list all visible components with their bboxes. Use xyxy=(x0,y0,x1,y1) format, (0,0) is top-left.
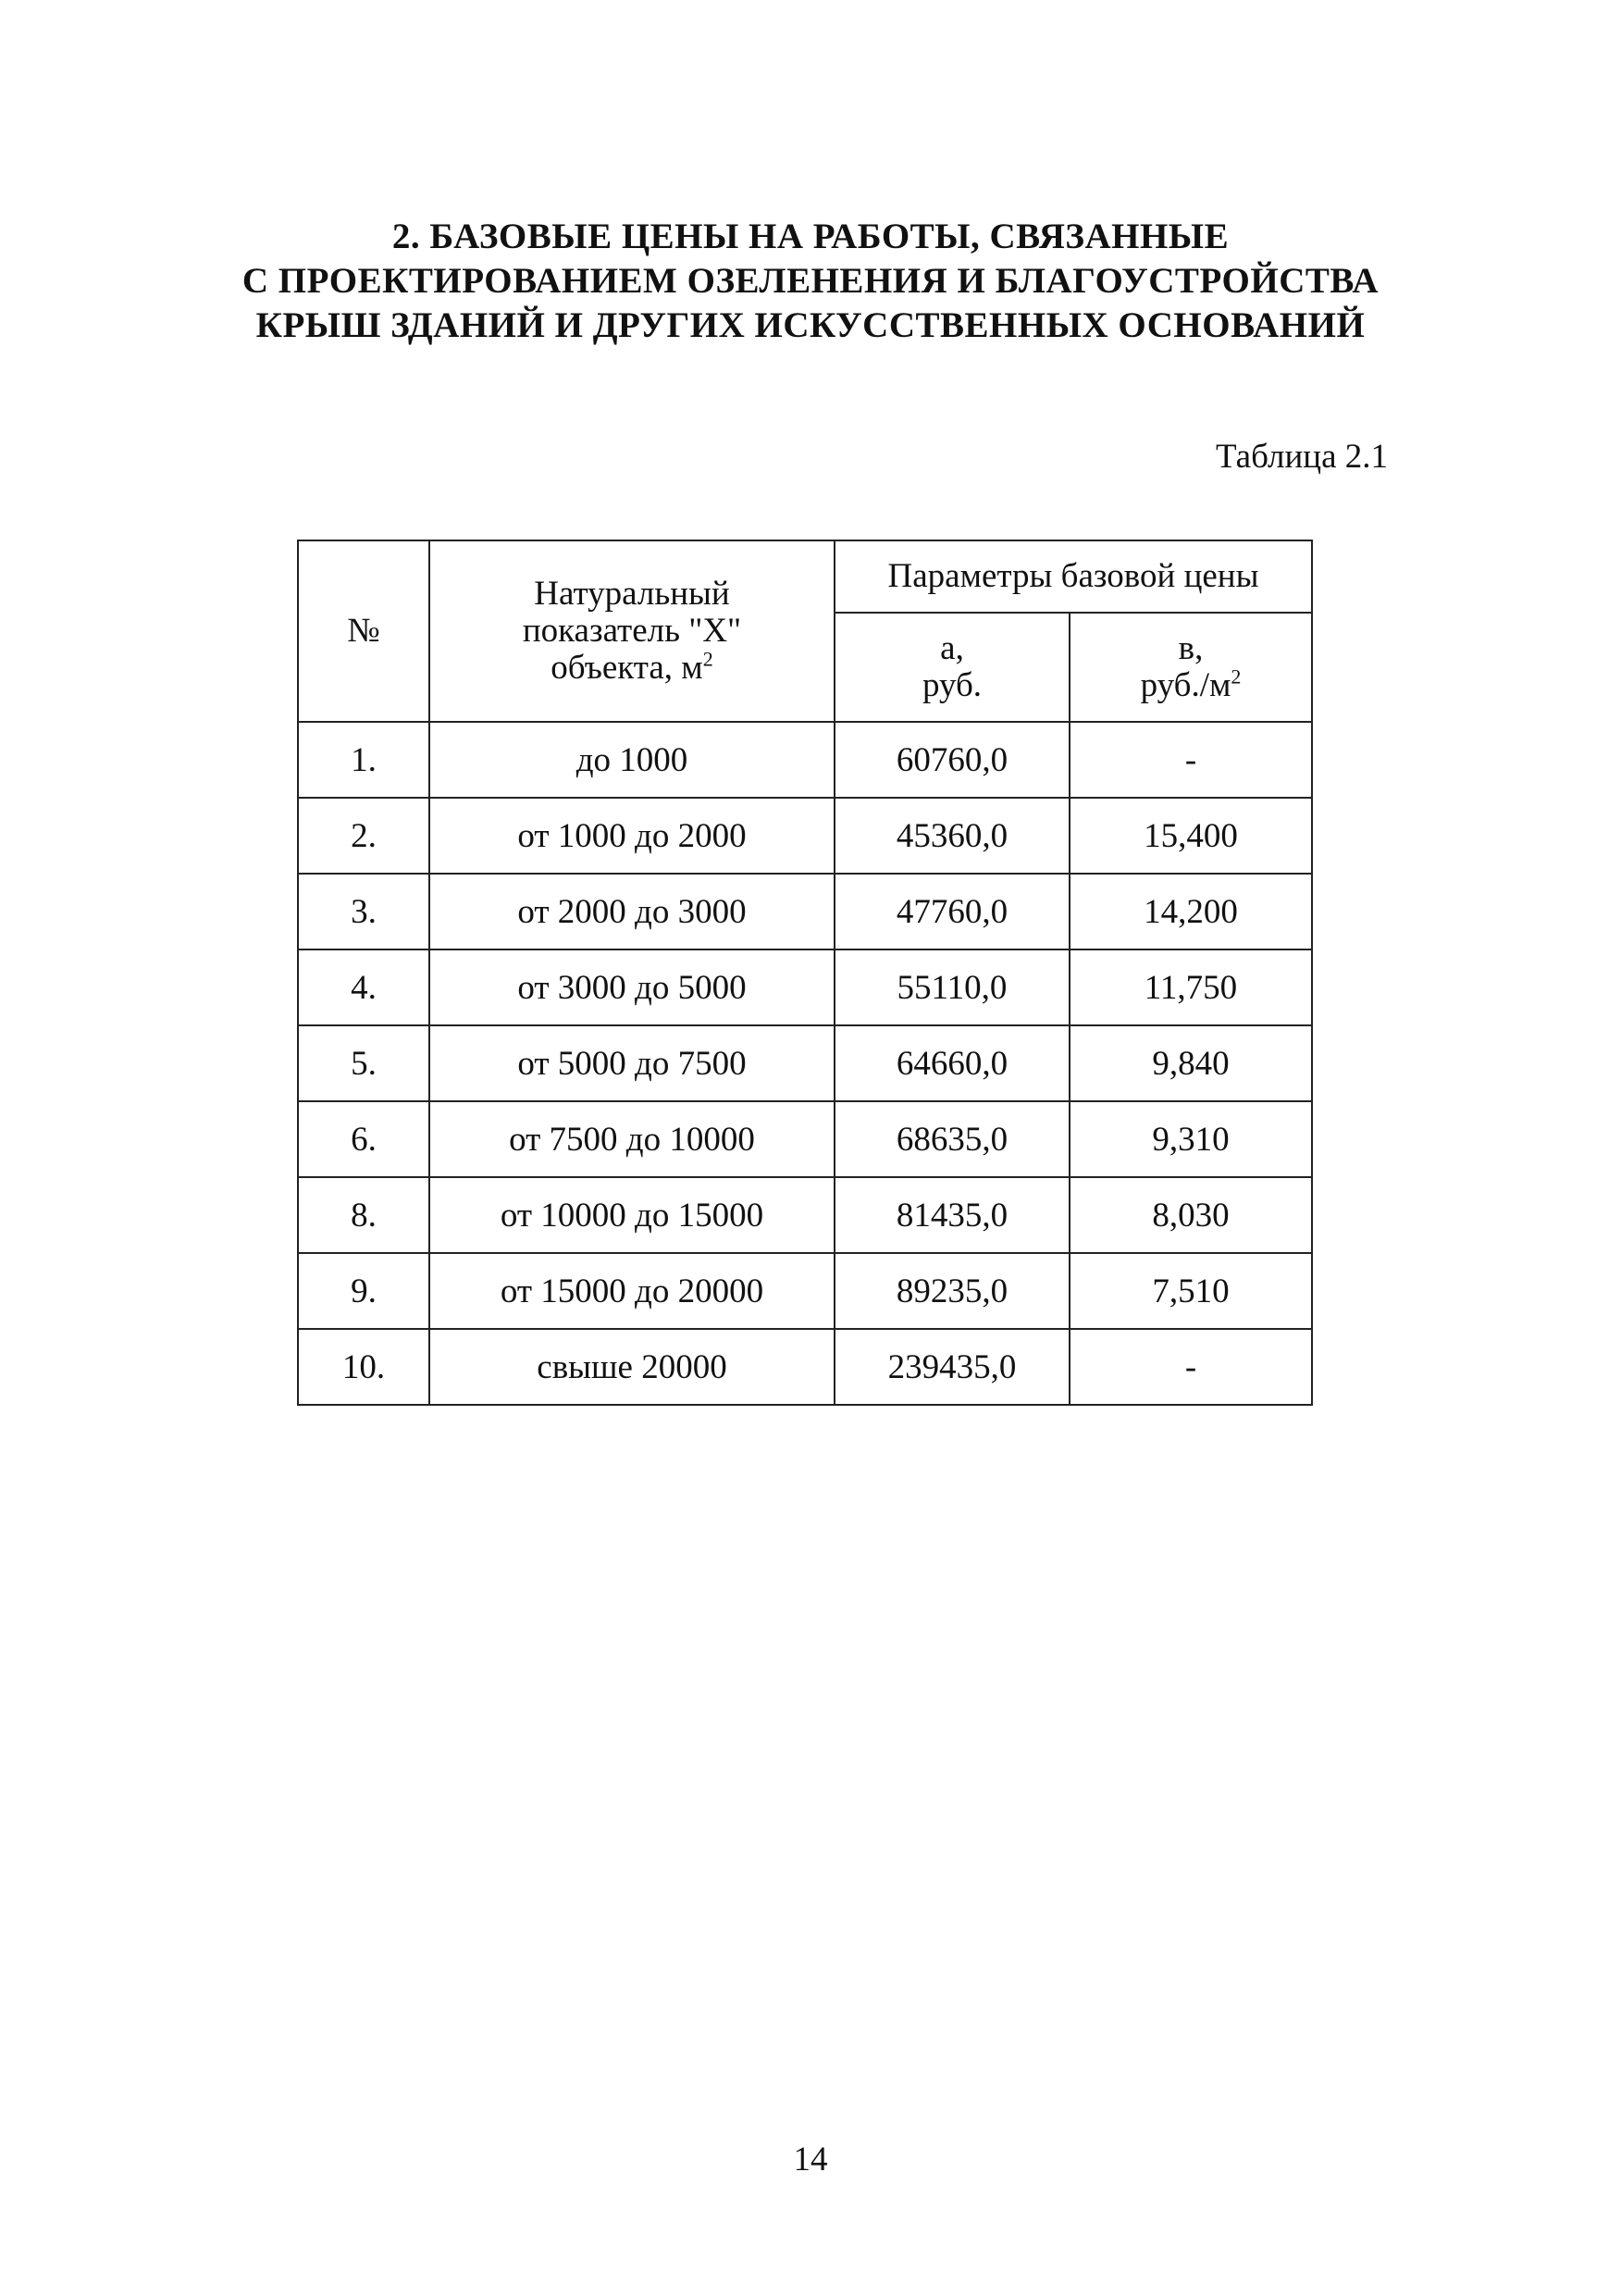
cell-b: 14,200 xyxy=(1070,874,1312,949)
cell-range: от 2000 до 3000 xyxy=(429,874,835,949)
cell-b: 15,400 xyxy=(1070,798,1312,874)
table-row xyxy=(298,1101,1312,1177)
cell-a: 45360,0 xyxy=(835,798,1070,874)
cell-range: от 10000 до 15000 xyxy=(429,1177,835,1253)
table-row xyxy=(298,1025,1312,1101)
section-heading xyxy=(0,215,1621,348)
cell-b: 9,840 xyxy=(1070,1025,1312,1101)
cell-num: 5. xyxy=(298,1025,429,1101)
cell-range: до 1000 xyxy=(429,722,835,798)
table-row xyxy=(298,1329,1312,1405)
cell-num: 8. xyxy=(298,1177,429,1253)
cell-b: - xyxy=(1070,1329,1312,1405)
table-row xyxy=(298,722,1312,798)
cell-b: 9,310 xyxy=(1070,1101,1312,1177)
header-indicator-line-1: Натуральный xyxy=(534,575,730,613)
cell-a: 239435,0 xyxy=(835,1329,1070,1405)
table-row xyxy=(298,1253,1312,1329)
header-a xyxy=(835,613,1070,722)
cell-num: 2. xyxy=(298,798,429,874)
table-label: Таблица 2.1 xyxy=(1216,438,1388,476)
cell-a: 89235,0 xyxy=(835,1253,1070,1329)
cell-num: 3. xyxy=(298,874,429,949)
header-a-line-1: а, xyxy=(940,629,964,667)
cell-range: от 3000 до 5000 xyxy=(429,949,835,1025)
cell-range: от 5000 до 7500 xyxy=(429,1025,835,1101)
header-indicator-line-3 xyxy=(430,647,834,687)
header-a-line-2: руб. xyxy=(922,666,983,704)
heading-line-2: С ПРОЕКТИРОВАНИЕМ ОЗЕЛЕНЕНИЯ И БЛАГОУСТРОЙСТВА xyxy=(241,261,1380,301)
header-num xyxy=(298,540,429,722)
cell-b: - xyxy=(1070,722,1312,798)
cell-num: 6. xyxy=(298,1101,429,1177)
cell-b: 8,030 xyxy=(1070,1177,1312,1253)
cell-a: 81435,0 xyxy=(835,1177,1070,1253)
header-params-label: Параметры базовой цены xyxy=(887,557,1259,595)
cell-range: от 7500 до 10000 xyxy=(429,1101,835,1177)
header-indicator-unit: объекта, м xyxy=(551,649,703,687)
page-number: 14 xyxy=(793,2141,828,2178)
table-row xyxy=(298,949,1312,1025)
header-params xyxy=(835,540,1312,613)
base-price-table xyxy=(297,540,1313,1406)
cell-b: 11,750 xyxy=(1070,949,1312,1025)
cell-a: 60760,0 xyxy=(835,722,1070,798)
cell-a: 64660,0 xyxy=(835,1025,1070,1101)
header-b xyxy=(1070,613,1312,722)
header-num-label: № xyxy=(347,612,380,650)
cell-a: 55110,0 xyxy=(835,949,1070,1025)
cell-num: 4. xyxy=(298,949,429,1025)
header-b-line-1: в, xyxy=(1178,629,1204,667)
header-indicator-unit-exponent: 2 xyxy=(702,647,713,671)
table-row xyxy=(298,874,1312,949)
cell-b: 7,510 xyxy=(1070,1253,1312,1329)
cell-num: 10. xyxy=(298,1329,429,1405)
table-row xyxy=(298,1177,1312,1253)
cell-range: от 15000 до 20000 xyxy=(429,1253,835,1329)
table-row xyxy=(298,798,1312,874)
cell-a: 68635,0 xyxy=(835,1101,1070,1177)
cell-num: 1. xyxy=(298,722,429,798)
header-indicator-line-2: показатель "X" xyxy=(522,612,742,650)
table-header-row-1 xyxy=(298,540,1312,613)
cell-num: 9. xyxy=(298,1253,429,1329)
header-b-unit: руб./м xyxy=(1140,666,1231,704)
cell-range: свыше 20000 xyxy=(429,1329,835,1405)
header-b-line-2 xyxy=(1070,664,1311,704)
heading-line-3: КРЫШ ЗДАНИЙ И ДРУГИХ ИСКУССТВЕННЫХ ОСНОВАНИЙ xyxy=(255,305,1366,345)
header-b-unit-exponent: 2 xyxy=(1231,664,1242,689)
cell-a: 47760,0 xyxy=(835,874,1070,949)
heading-line-1: 2. БАЗОВЫЕ ЦЕНЫ НА РАБОТЫ, СВЯЗАННЫЕ xyxy=(391,217,1230,256)
header-indicator xyxy=(429,540,835,722)
cell-range: от 1000 до 2000 xyxy=(429,798,835,874)
